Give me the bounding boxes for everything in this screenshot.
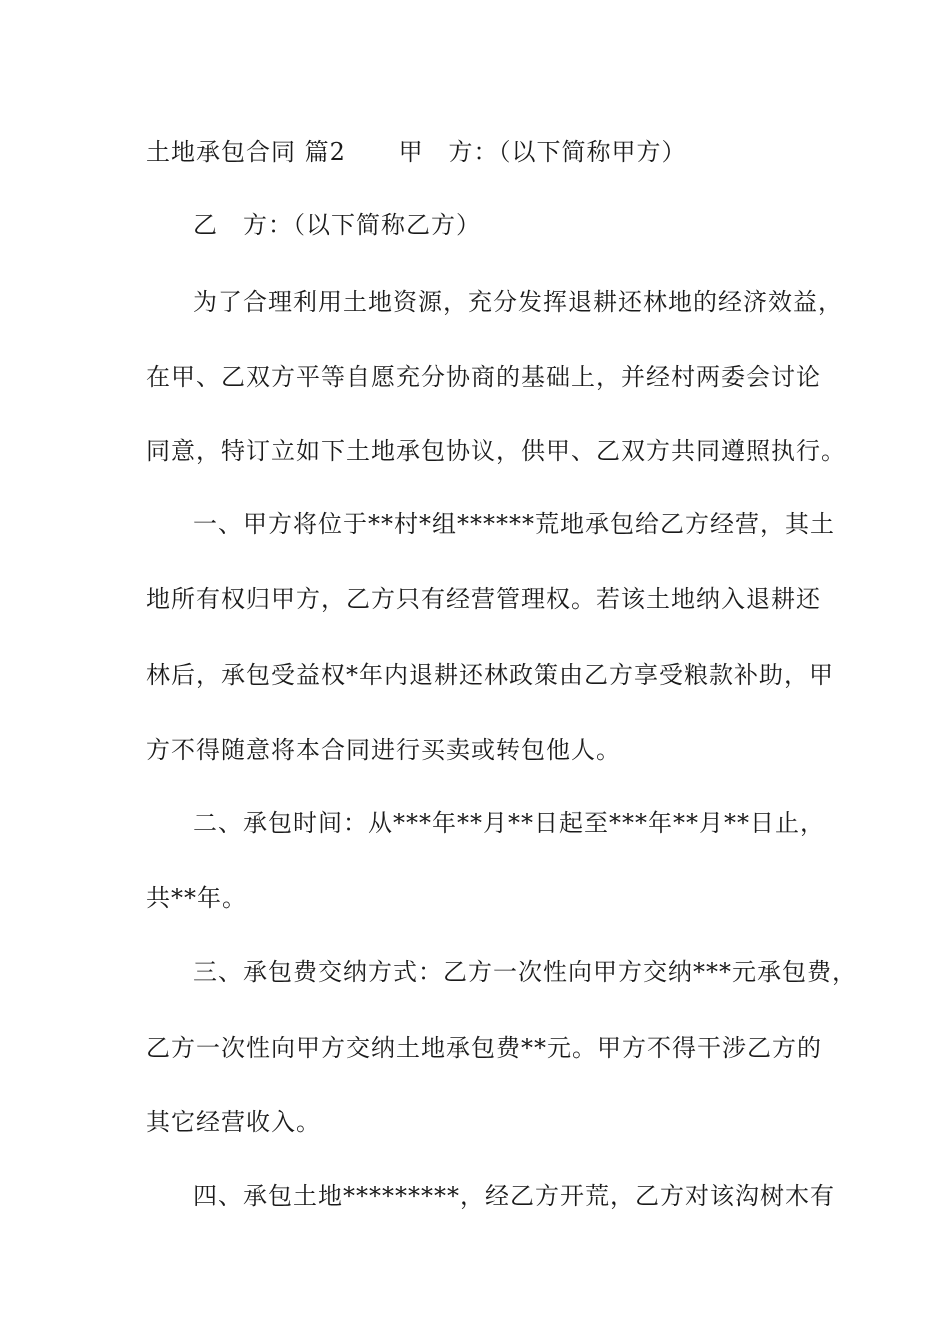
clause-1-line-1: 一、甲方将位于**村*组******荒地承包给乙方经营，其土 [193,510,835,538]
clause-4-line-1: 四、承包土地*********，经乙方开荒，乙方对该沟树木有 [193,1182,835,1210]
preamble-line-3: 同意，特订立如下土地承包协议，供甲、乙双方共同遵照执行。 [146,437,846,465]
clause-1-line-3: 林后，承包受益权*年内退耕还林政策由乙方享受粮款补助，甲 [146,661,834,689]
party-a: 甲 方：（以下简称甲方） [398,138,687,166]
document-title: 土地承包合同 [146,138,296,166]
clause-2-line-1: 二、承包时间：从***年**月**日起至***年**月**日止， [193,809,825,837]
document-part: 篇2 [304,138,346,166]
preamble-line-1: 为了合理利用土地资源，充分发挥退耕还林地的经济效益， [193,288,843,316]
title-line [146,137,836,167]
preamble-line-2: 在甲、乙双方平等自愿充分协商的基础上，并经村两委会讨论 [146,363,821,391]
clause-3-line-1: 三、承包费交纳方式：乙方一次性向甲方交纳***元承包费， [193,958,857,986]
clause-1-line-2: 地所有权归甲方，乙方只有经营管理权。若该土地纳入退耕还 [146,585,821,613]
clause-1-line-4: 方不得随意将本合同进行买卖或转包他人。 [146,736,621,764]
clause-2-line-2: 共**年。 [146,884,247,912]
clause-3-line-3: 其它经营收入。 [146,1108,321,1136]
clause-3-line-2: 乙方一次性向甲方交纳土地承包费**元。甲方不得干涉乙方的 [146,1034,822,1062]
party-b: 乙 方：（以下简称乙方） [193,211,481,239]
